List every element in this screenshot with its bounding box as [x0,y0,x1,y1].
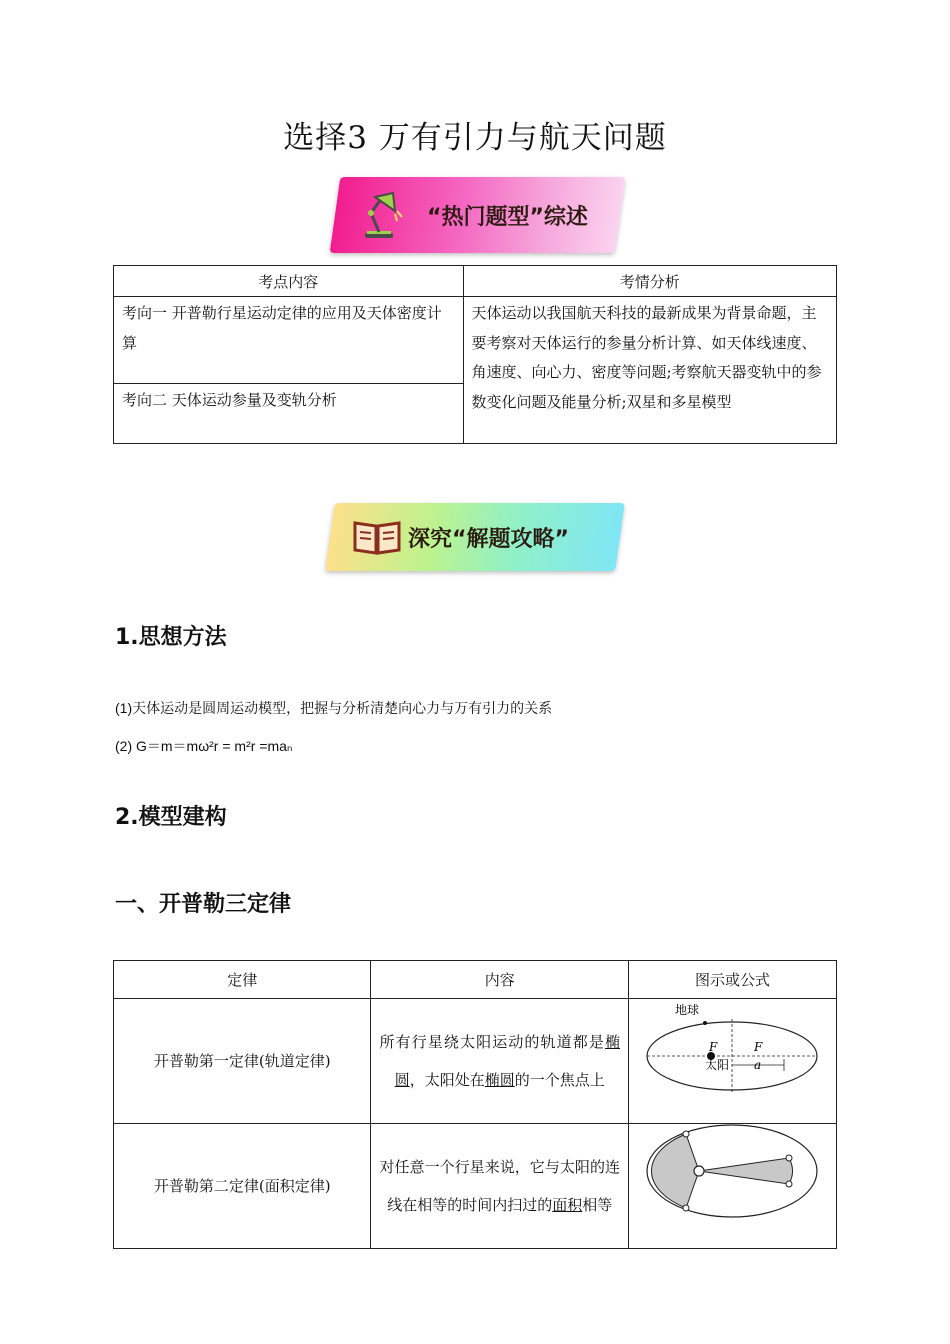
column-header-law: 定律 [114,961,371,999]
banner-label: “热门题型”综述 [427,204,588,230]
focus-label: F [709,1040,718,1054]
column-header-content: 考点内容 [114,266,464,297]
desk-lamp-icon [359,189,405,245]
law-name-2: 开普勒第二定律(面积定律) [114,1124,371,1249]
method-line-2: (2) G＝m＝mω²r = m²r =maₙ [115,738,293,754]
section-heading-methods: 1.思想方法 [115,625,227,650]
column-header-analysis: 考情分析 [463,266,837,297]
law-content-2: 对任意一个行星来说，它与太阳的连线在相等的时间内扫过的面积相等 [371,1124,629,1249]
sun-label: 太阳 [705,1058,730,1072]
banner-label: 深究“解题攻略” [408,526,569,552]
page-title: 选择3 万有引力与航天问题 [283,120,667,156]
method-line-1: (1)天体运动是圆周运动模型，把握与分析清楚向心力与万有引力的关系 [115,700,553,716]
hot-topics-banner [335,177,620,253]
earth-label: 地球 [675,1003,700,1017]
exam-points-table [113,265,837,444]
axis-label: a [754,1058,762,1072]
analysis-cell: 天体运动以我国航天科技的最新成果为背景命题，主要考察对天体运行的参量分析计算、如天体线速度、角速度、向心力、密度等问题;考察航天器变轨中的参数变化问题及能量分析;双星和多星模型 [463,297,837,444]
section-heading-kepler: 一、开普勒三定律 [115,892,292,917]
section-heading-model: 2.模型建构 [115,805,227,830]
focus-label-2: F [754,1040,763,1054]
column-header-diagram: 图示或公式 [628,961,836,999]
topic-cell-1: 考向一 开普勒行星运动定律的应用及天体密度计算 [114,297,464,384]
kepler-laws-table [113,960,837,1249]
law-name-1: 开普勒第一定律(轨道定律) [114,999,371,1124]
area-law-diagram [628,1124,836,1249]
open-book-icon [352,517,402,561]
solution-strategy-banner [330,503,620,571]
column-header-content: 内容 [371,961,629,999]
ellipse-orbit-diagram [628,999,836,1124]
topic-cell-2: 考向二 天体运动参量及变轨分析 [114,384,464,444]
law-content-1: 所有行星绕太阳运动的轨道都是椭圆，太阳处在椭圆的一个焦点上 [371,999,629,1124]
